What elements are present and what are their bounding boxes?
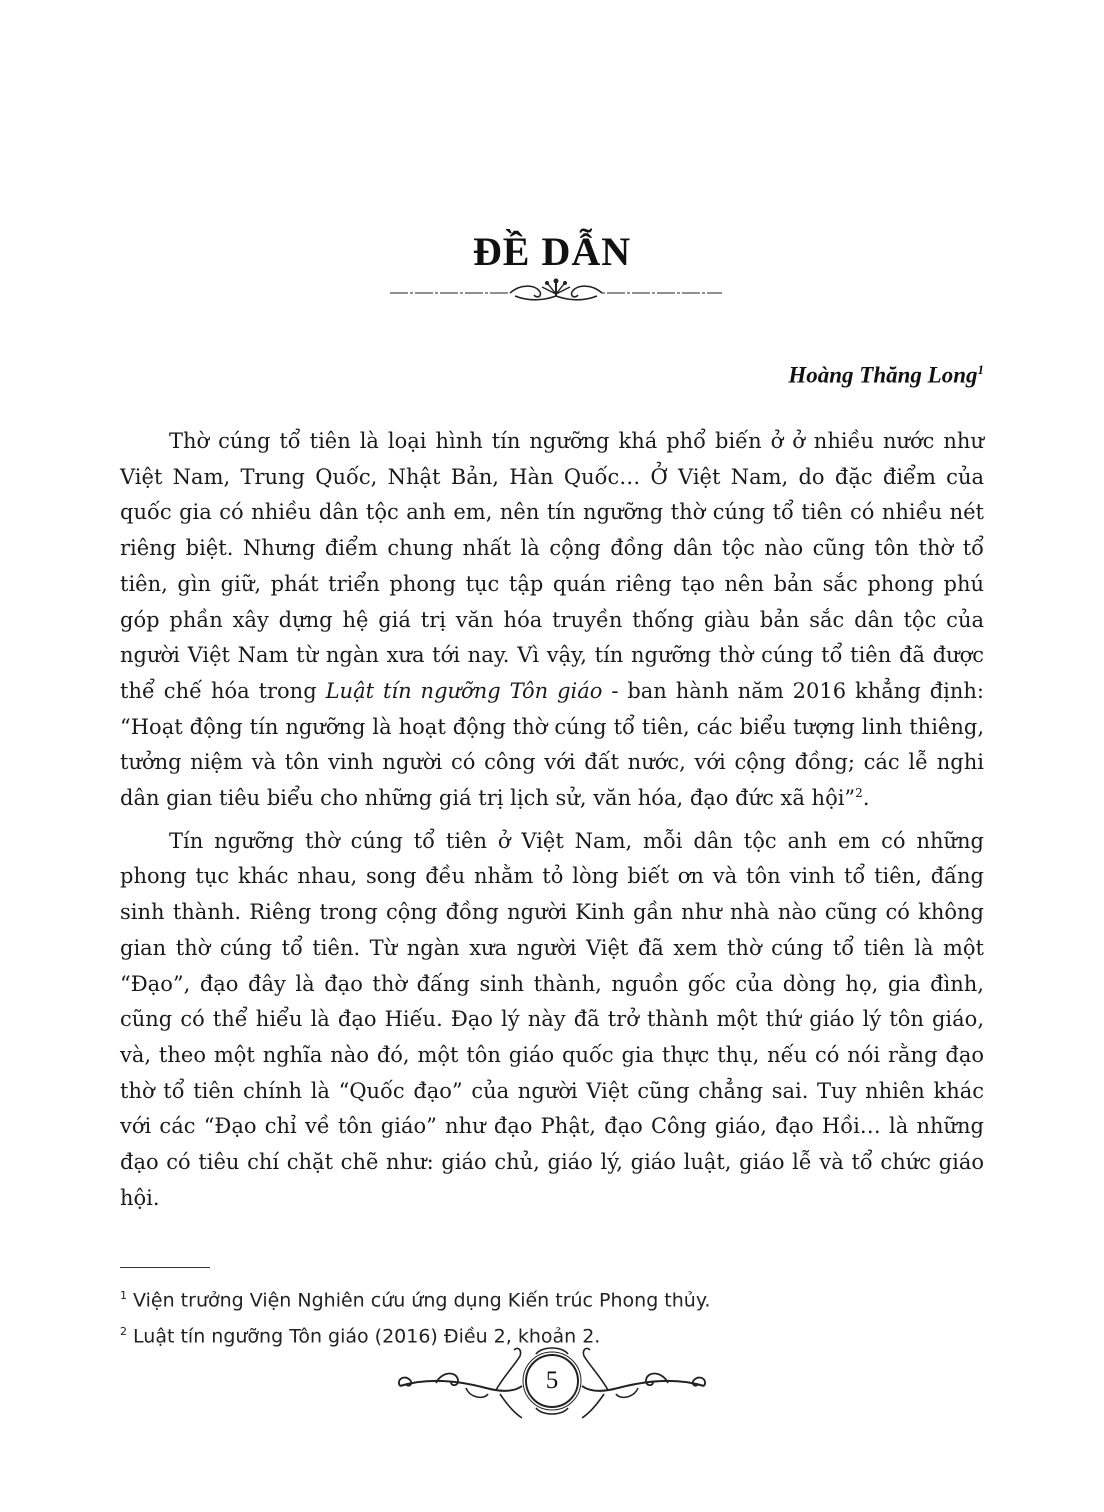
- author-name: Hoàng Thăng Long: [788, 362, 978, 388]
- footnote-separator: [120, 1267, 210, 1268]
- page-number: 5: [545, 1367, 559, 1394]
- paragraph: [120, 424, 984, 817]
- footnote-mark: 2: [120, 1325, 127, 1339]
- paragraph-text: - ban hành năm 2016 khẳng định: “Hoạt động tín ngưỡng là hoạt động thờ cúng tổ tiên, các biểu tượng linh thiêng, tưởng niệm và tôn vinh người có công với đất nước, với cộng đồng; các lễ nghi dân gian tiêu biểu cho những giá trị lịch sử, văn hóa, đạo đức xã hội”: [120, 678, 984, 811]
- footnote-text: Viện trưởng Viện Nghiên cứu ứng dụng Kiến trúc Phong thủy.: [133, 1289, 711, 1312]
- paragraph-text: Thờ cúng tổ tiên là loại hình tín ngưỡng khá phổ biến ở ở nhiều nước như Việt Nam, Trung Quốc, Nhật Bản, Hàn Quốc… Ở Việt Nam, do đặc điểm của quốc gia có nhiều dân tộc anh em, nên tín ngưỡng thờ cúng tổ tiên có nhiều nét riêng biệt. Nhưng điểm chung nhất là cộng đồng dân tộc nào cũng tôn thờ tổ tiên, gìn giữ, phát triển phong tục tập quán riêng tạo nên bản sắc phong phú góp phần xây dựng hệ giá trị văn hóa truyền thống giàu bản sắc dân tộc của người Việt Nam từ ngàn xưa tới nay. Vì vậy, tín ngưỡng thờ cúng tổ tiên đã được thể chế hóa trong: [120, 429, 984, 703]
- footnote-text: Luật tín ngưỡng Tôn giáo (2016) Điều 2, khoản 2.: [133, 1325, 601, 1348]
- footnote-ref: 2: [855, 786, 863, 801]
- chapter-title: ĐỀ DẪN: [472, 229, 632, 274]
- author-footnote-mark: 1: [977, 362, 984, 377]
- paragraph-text: .: [862, 786, 870, 811]
- footnote-mark: 1: [120, 1289, 127, 1302]
- author-byline: [788, 362, 984, 389]
- body-text: [120, 424, 984, 1223]
- title-divider-ornament: [390, 276, 722, 310]
- footnote: [120, 1280, 984, 1316]
- law-title-italic: Luật tín ngưỡng Tôn giáo: [325, 678, 603, 703]
- paragraph: Tín ngưỡng thờ cúng tổ tiên ở Việt Nam, mỗi dân tộc anh em có những phong tục khác nhau, song đều nhằm tỏ lòng biết ơn và tôn vinh tổ tiên, đấng sinh thành. Riêng trong cộng đồng người Kinh gần như nhà nào cũng có không gian thờ cúng tổ tiên. Từ ngàn xưa người Việt đã xem thờ cúng tổ tiên là một “Đạo”, đạo đây là đạo thờ đấng sinh thành, nguồn gốc của dòng họ, gia đình, cũng có thể hiểu là đạo Hiếu. Đạo lý này đã trở thành một thứ giáo lý tôn giáo, và, theo một nghĩa nào đó, một tôn giáo quốc gia thực thụ, nếu có nói rằng đạo thờ tổ tiên chính là “Quốc đạo” của người Việt cũng chẳng sai. Tuy nhiên khác với các “Đạo chỉ về tôn giáo” như đạo Phật, đạo Công giáo, đạo Hồi… là những đạo có tiêu chí chặt chẽ như: giáo chủ, giáo lý, giáo luật, giáo lễ và tổ chức giáo hội.: [120, 828, 984, 1210]
